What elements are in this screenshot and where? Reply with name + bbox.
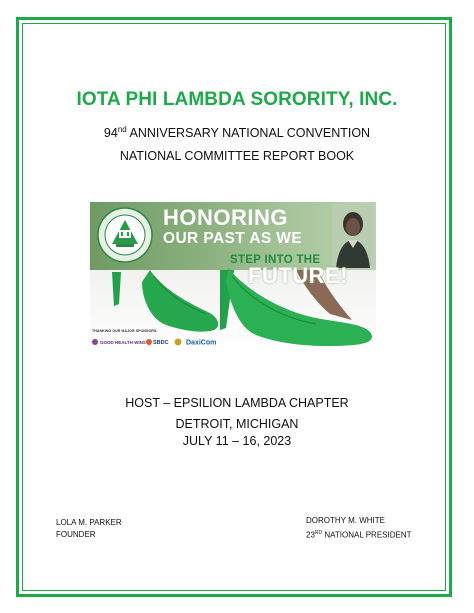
convention-ordinal: nd [117, 125, 127, 134]
president-ordinal: RD [314, 530, 323, 536]
founder-title: FOUNDER [56, 530, 96, 539]
banner-line-1: HONORING [163, 205, 288, 230]
sponsors-heading: THANKING OUR MAJOR SPONSORS: [92, 329, 158, 333]
sponsor-good-health: GOOD HEALTH WINS [100, 340, 146, 345]
organization-title: IOTA PHI LAMBDA SORORITY, INC. [76, 89, 398, 110]
sponsor-sbdc: SBDC [153, 340, 169, 346]
location: DETROIT, MICHIGAN [175, 417, 299, 431]
convention-banner-image [90, 202, 376, 350]
sponsor-daxicom: DaxiCom [186, 339, 217, 347]
banner-line-4: FUTURE! [248, 263, 349, 288]
convention-number: 94 [103, 126, 118, 141]
president-number: 23 [306, 530, 315, 540]
president-name: DOROTHY M. WHITE [306, 516, 385, 525]
founder-name: LOLA M. PARKER [56, 518, 122, 527]
sponsor-logos [90, 336, 230, 348]
founder-block [56, 517, 122, 541]
report-title: NATIONAL COMMITTEE REPORT BOOK [119, 149, 355, 163]
good-health-logo-icon [92, 339, 98, 345]
host-chapter: HOST – EPSILION LAMBDA CHAPTER [125, 396, 349, 410]
convention-text: ANNIVERSARY NATIONAL CONVENTION [126, 126, 371, 141]
president-block [306, 515, 412, 542]
convention-title [0, 125, 474, 140]
convention-dates: JULY 11 – 16, 2023 [182, 434, 292, 448]
banner-line-3: STEP INTO THE [230, 254, 321, 266]
president-title: NATIONAL PRESIDENT [322, 530, 412, 540]
president-title-line [306, 527, 412, 542]
banner-line-2: OUR PAST AS WE [163, 230, 303, 247]
